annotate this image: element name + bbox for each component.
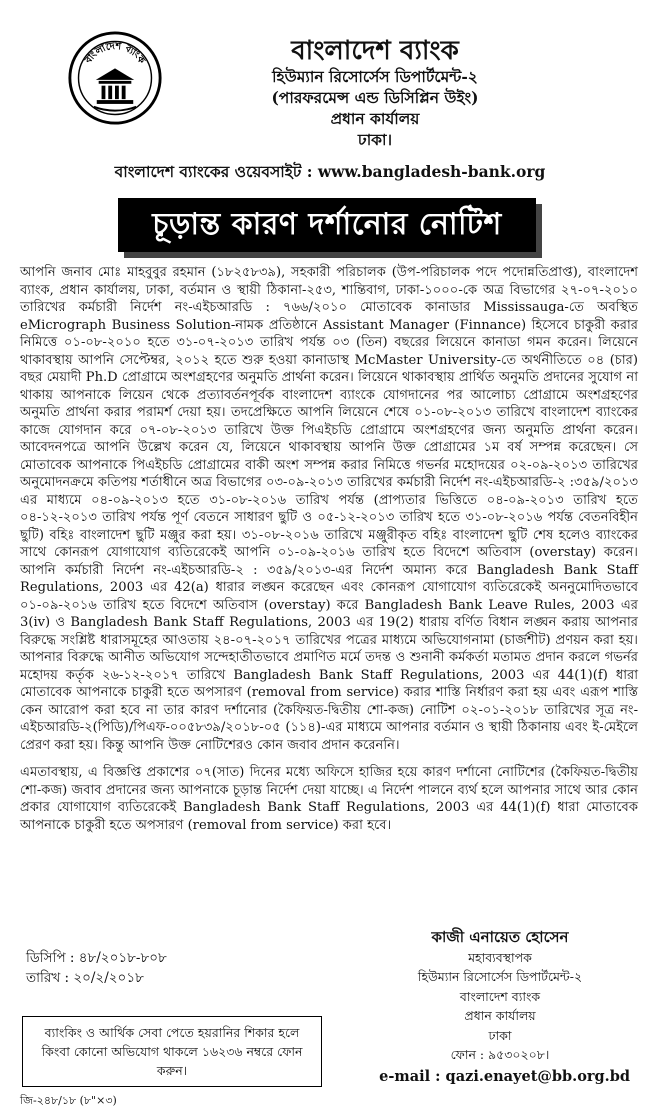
bangladesh-bank-logo-icon (67, 30, 163, 126)
notice-body (20, 264, 638, 844)
print-code: জি-২৪৮/১৮ (৮"×৩) (20, 1094, 117, 1107)
signer-org: বাংলাদেশ ব্যাংক (459, 988, 541, 1004)
website-line (12, 160, 648, 186)
signer-phone: ফোন : ৯৫৩০২০৮। (450, 1047, 550, 1062)
city: ঢাকা। (357, 130, 393, 149)
wing: (পারফরমেন্স এন্ড ডিসিপ্লিন উইং) (271, 88, 479, 107)
website-url[interactable]: www.bangladesh-bank.org (317, 162, 546, 181)
signer-office: প্রধান কার্যালয় (464, 1008, 536, 1023)
signatory-block (370, 928, 630, 1086)
signer-department: হিউম্যান রিসোর্সেস ডিপার্টমেন্ট-২ (417, 969, 583, 984)
body-paragraph-2: এমতাবস্থায়, এ বিজ্ঞপ্তি প্রকাশের ০৭(সাত) দিনের মধ্যে অফিসে হাজির হয়ে কারণ দর্শানো নোটিশের (কৈফিয়ত-দ্বিতীয় শো-কজ) জবাব প্রদানের জন্য আপনাকে চূড়ান্ত নির্দেশ দেয়া যাচ্ছে। এ নির্দেশ পালনে ব্যর্থ হলে আপনার সাথে আর কোন প্রকার যোগাযোগ ব্যতিরেকেই Bangladesh Bank Staff Regulations, 2003 এর 44(1)(f) ধারা মোতাবেক আপনাকে চাকুরী হতে অপসারণ (removal from service) করা হবে। (20, 765, 638, 833)
body-paragraph-1: আপনি জনাব মোঃ মাহবুবুর রহমান (১৮২৫৮৩৯), সহকারী পরিচালক (উপ-পরিচালক পদে পদোন্নতিপ্রাপ্ত), বাংলাদেশ ব্যাংক, প্রধান কার্যালয়, ঢাকা, বর্তমান ও স্থায়ী ঠিকানা-২৫৩, শান্তিবাগ, ঢাকা-১০০০-কে অত্র বিভাগের ২৭-০৭-২০১০ তারিখের কর্মচারী নির্দেশ নং-এইচআরডি : ৭৬৬/২০১০ মোতাবেক কানাডার Mississauga-তে অবস্থিত eMicrograph Business Solution-নামক প্রতিষ্ঠানে Assistant Manager (Finnance) হিসেবে চাকুরী করার নিমিত্তে ০১-০৮-২০১০ হতে ৩১-০৭-২০১৩ তারিখ পর্যন্ত ০৩ (তিন) বছরের লিয়েনে কানাডা গমন করেন। লিয়েনে থাকাবস্থায় আপনি সেপ্টেম্বর, ২০১২ হতে শুরু হওয়া কানাডাস্থ McMaster University-তে অর্থনীতিতে ০৪ (চার) বছর মেয়াদী Ph.D প্রোগ্রামে অংশগ্রহণের অনুমতি প্রার্থনা করেন। লিয়েনে থাকাবস্থায় প্রার্থিত অনুমতি প্রদানের সুযোগ না থাকায় আপনাকে লিয়েন থেকে প্রত্যাবর্তনপূর্বক বাংলাদেশ ব্যাংকে যোগদানের পর আলোচ্য প্রোগ্রামে অংশগ্রহণের অনুমতি প্রার্থনা করার পরামর্শ দেয়া হয়। তদপ্রেক্ষিতে আপনি লিয়েনে শেষে ০১-০৮-২০১৩ তারিখে বাংলাদেশ ব্যাংকের কাজে যোগদান করে ০৭-০৮-২০১৩ তারিখে উক্ত পিএইচডি প্রোগ্রামে অংশগ্রহণের জন্য অনুমতি প্রার্থনা করেন। আবেদনপত্রে আপনি উল্লেখ করেন যে, লিয়েনে থাকাবস্থায় আপনি উক্ত প্রোগ্রামের ১ম বর্ষ সম্পন্ন করেছেন। সে মোতাবেক আপনাকে পিএইচডি প্রোগ্রামের বাকী অংশ সম্পন্ন করার নিমিত্তে গভর্নর মহোদয়ের ০২-০৯-২০১৩ তারিখের অনুমোদনক্রমে কতিপয় শর্তাধীনে অত্র বিভাগের ০৩-০৯-২০১৩ তারিখের কর্মচারী নির্দেশ নং-এইচআরডি-২ :৩৫৯/২০১৩ এর মাধ্যমে ০৪-০৯-২০১৩ হতে ৩১-০৮-২০১৬ তারিখ পর্যন্ত (প্রাপ্যতার ভিত্তিতে ০৪-০৯-২০১৩ তারিখ হতে ০৪-১২-২০১৩ তারিখ পর্যন্ত পূর্ণ বেতনে সাধারণ ছুটি ও ০৫-১২-২০১৩ তারিখ হতে ৩১-০৮-২০১৬ পর্যন্ত বেতনবিহীন ছুটি) বহিঃ বাংলাদেশ ছুটি মঞ্জুর করা হয়। ৩১-০৮-২০১৬ তারিখে মঞ্জুরীকৃত বহিঃ বাংলাদেশ ছুটি শেষ হলেও ব্যাংকের সাথে কোনরূপ যোগাযোগ ব্যতিরেকেই আপনি ০১-০৯-২০১৬ তারিখ হতে বিদেশে অতিবাস (overstay) করেন। আপনি কর্মচারী নির্দেশ নং-এইচআরডি-২ : ৩৫৯/২০১৩-এর নির্দেশ অমান্য করে Bangladesh Bank Staff Regulations, 2003 এর 42(a) ধারার লঙ্ঘন করেছেন এবং কোনরূপ যোগাযোগ ব্যতিরেকেই অননুমোদিতভাবে ০১-০৯-২০১৬ তারিখ হতে বিদেশে অতিবাস (overstay) করে Bangladesh Bank Leave Rules, 2003 এর 3(iv) ও Bangladesh Bank Staff Regulations, 2003 এর 19(2) ধারায় বর্ণিত বিধান লঙ্ঘন করায় আপনার বিরুদ্ধে সংশ্লিষ্ট ধারাসমূহের আওতায় ২৪-০৭-২০১৭ তারিখের পত্রের মাধ্যমে অভিযোগনামা (চার্জশীট) প্রণয়ন করা হয়। আপনার বিরুদ্ধে আনীত অভিযোগ সন্দেহাতীতভাবে প্রমাণিত মর্মে তদন্ত ও শুনানী কর্মকর্তা মতামত প্রদান করলে গভর্নর মহোদয় কর্তৃক ২৬-১২-২০১৭ তারিখে Bangladesh Bank Staff Regulations, 2003 এর 44(1)(f) ধারা মোতাবেক আপনাকে চাকুরী হতে অপসারণ (removal from service) করার শাস্তি নির্ধারণ করা হয় এবং এরূপ শাস্তি কেন আরোপ করা হবে না তার কারণ দর্শানোর (কৈফিয়ত-দ্বিতীয় শো-কজ) নোটিশ ০২-০১-২০১৮ তারিখের সূত্র নং-এইচআরডি-২(পিডি)/পিএফ-০০৫৮৩৯/২০১৮-০৫ (১১৪)-এর মাধ্যমে আপনার বর্তমান ও স্থায়ী ঠিকানায় এবং ই-মেইলে প্রেরণ করা হয়। কিন্তু আপনি উক্ত নোটিশেরও কোন জবাব প্রদান করেননি। (20, 265, 638, 753)
reference-block (26, 948, 167, 988)
notice-title: চূড়ান্ত কারণ দর্শানোর নোটিশ (152, 206, 502, 242)
header (12, 0, 648, 186)
office: প্রধান কার্যালয় (330, 109, 420, 128)
header-lines (162, 36, 588, 150)
notice-date: তারিখ : ২০/২/২০১৮ (26, 970, 144, 986)
signer-designation: মহাব্যবস্থাপক (468, 949, 532, 965)
notice-title-box (118, 198, 536, 252)
signer-email[interactable]: e-mail : qazi.enayet@bb.org.bd (379, 1067, 630, 1085)
svg-text:বাংলাদেশ ব্যাংক: বাংলাদেশ ব্যাংক (83, 40, 148, 66)
dcp-number: ডিসিপি : ৪৮/২০১৮-৮০৮ (26, 950, 167, 966)
helpline-text: ব্যাংকিং ও আর্থিক সেবা পেতে হয়রানির শিকার হলে কিংবা কোনো অভিযোগ থাকলে ১৬২৩৬ নম্বরে ফোন করুন। (41, 1025, 303, 1078)
org-name: বাংলাদেশ ব্যাংক (291, 36, 459, 66)
helpline-box (22, 1016, 322, 1087)
signer-name: কাজী এনায়েত হোসেন (431, 928, 569, 946)
signer-city: ঢাকা (488, 1027, 512, 1043)
department: হিউম্যান রিসোর্সেস ডিপার্টমেন্ট-২ (272, 67, 478, 86)
website-label: বাংলাদেশ ব্যাংকের ওয়েবসাইট : (114, 162, 318, 181)
